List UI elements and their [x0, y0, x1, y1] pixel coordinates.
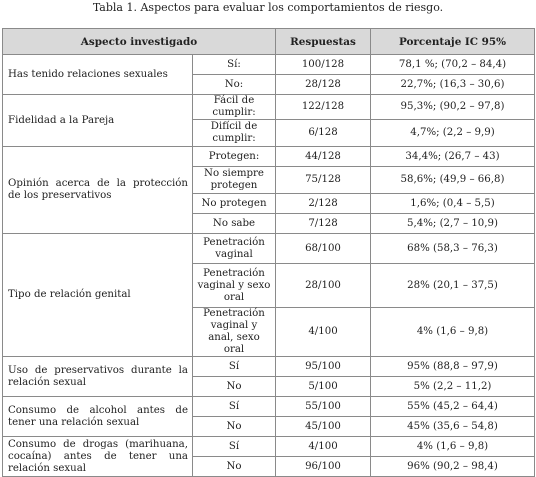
table-row	[3, 437, 535, 457]
option-cell: Difícil de cumplir:	[193, 120, 276, 147]
percent-cell: 4,7%; (2,2 – 9,9)	[371, 120, 535, 147]
option-cell: No sabe	[193, 214, 276, 234]
responses-cell: 6/128	[276, 120, 371, 147]
table-row	[3, 357, 535, 377]
option-cell: No siempre protegen	[193, 167, 276, 194]
option-cell: Sí	[193, 437, 276, 457]
percent-cell: 78,1 %; (70,2 – 84,4)	[371, 55, 535, 75]
responses-cell: 5/100	[276, 377, 371, 397]
responses-cell: 95/100	[276, 357, 371, 377]
percent-cell: 5,4%; (2,7 – 10,9)	[371, 214, 535, 234]
option-cell: Sí	[193, 397, 276, 417]
table-row	[3, 234, 535, 264]
option-cell: Sí:	[193, 55, 276, 75]
percent-cell: 95,3%; (90,2 – 97,8)	[371, 95, 535, 120]
option-cell: Protegen:	[193, 147, 276, 167]
option-cell: Fácil de cumplir:	[193, 95, 276, 120]
aspect-cell: Consumo de drogas (marihuana, cocaína) antes de tener una relación sexual	[3, 437, 193, 477]
header-responses: Respuestas	[276, 29, 371, 55]
percent-cell: 1,6%; (0,4 – 5,5)	[371, 194, 535, 214]
option-cell: No	[193, 417, 276, 437]
aspect-cell: Fidelidad a la Pareja	[3, 95, 193, 147]
responses-cell: 28/100	[276, 264, 371, 308]
aspect-cell: Uso de preservativos durante la relación sexual	[3, 357, 193, 397]
option-cell: No	[193, 377, 276, 397]
option-cell: Penetración vaginal y sexo oral	[193, 264, 276, 308]
percent-cell: 68% (58,3 – 76,3)	[371, 234, 535, 264]
option-cell: Sí	[193, 357, 276, 377]
percent-cell: 34,4%; (26,7 – 43)	[371, 147, 535, 167]
table-row	[3, 397, 535, 417]
percent-cell: 45% (35,6 – 54,8)	[371, 417, 535, 437]
table-caption: Tabla 1. Aspectos para evaluar los comportamientos de riesgo.	[92, 1, 444, 14]
header-row	[3, 29, 535, 55]
percent-cell: 5% (2,2 – 11,2)	[371, 377, 535, 397]
option-cell: No protegen	[193, 194, 276, 214]
percent-cell: 4% (1,6 – 9,8)	[371, 308, 535, 357]
percent-cell: 4% (1,6 – 9,8)	[371, 437, 535, 457]
option-cell: No:	[193, 75, 276, 95]
aspect-cell: Has tenido relaciones sexuales	[3, 55, 193, 95]
responses-cell: 122/128	[276, 95, 371, 120]
percent-cell: 95% (88,8 – 97,9)	[371, 357, 535, 377]
header-percent: Porcentaje IC 95%	[371, 29, 535, 55]
responses-cell: 45/100	[276, 417, 371, 437]
responses-cell: 68/100	[276, 234, 371, 264]
responses-cell: 7/128	[276, 214, 371, 234]
percent-cell: 22,7%; (16,3 – 30,6)	[371, 75, 535, 95]
table-row	[3, 147, 535, 167]
responses-cell: 55/100	[276, 397, 371, 417]
percent-cell: 58,6%; (49,9 – 66,8)	[371, 167, 535, 194]
header-aspect: Aspecto investigado	[3, 29, 276, 55]
option-cell: Penetración vaginal	[193, 234, 276, 264]
percent-cell: 28% (20,1 – 37,5)	[371, 264, 535, 308]
risk-behaviour-table	[2, 28, 535, 477]
responses-cell: 4/100	[276, 308, 371, 357]
option-cell: No	[193, 457, 276, 477]
responses-cell: 2/128	[276, 194, 371, 214]
responses-cell: 96/100	[276, 457, 371, 477]
responses-cell: 75/128	[276, 167, 371, 194]
table-row	[3, 55, 535, 75]
option-cell: Penetración vaginal y anal, sexo oral	[193, 308, 276, 357]
responses-cell: 100/128	[276, 55, 371, 75]
aspect-cell: Opinión acerca de la protección de los preservativos	[3, 147, 193, 234]
aspect-cell: Tipo de relación genital	[3, 234, 193, 357]
aspect-cell: Consumo de alcohol antes de tener una relación sexual	[3, 397, 193, 437]
responses-cell: 44/128	[276, 147, 371, 167]
percent-cell: 55% (45,2 – 64,4)	[371, 397, 535, 417]
percent-cell: 96% (90,2 – 98,4)	[371, 457, 535, 477]
table-row	[3, 95, 535, 120]
responses-cell: 28/128	[276, 75, 371, 95]
responses-cell: 4/100	[276, 437, 371, 457]
